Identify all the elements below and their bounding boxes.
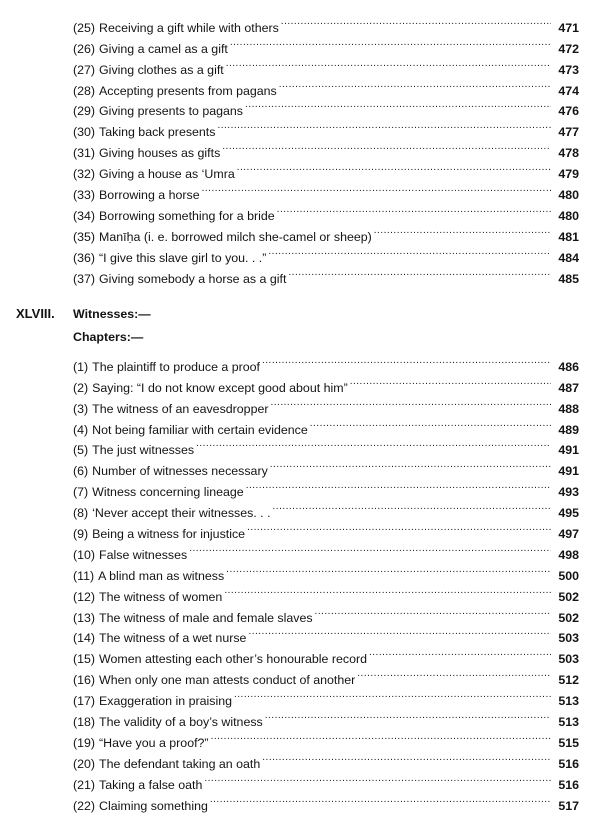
entry-number: (37): [73, 271, 96, 286]
dot-leader: [211, 726, 551, 747]
entry-title: Giving houses as gifts: [99, 146, 221, 161]
dot-leader: [230, 32, 551, 53]
entry-number: (36): [73, 250, 96, 265]
entry-number: (18): [73, 715, 96, 730]
entry-title: Taking back presents: [99, 125, 216, 140]
dot-leader: [273, 496, 551, 517]
entry-title: Giving clothes as a gift: [99, 62, 224, 77]
entry-page: 503: [558, 631, 579, 646]
dot-leader: [350, 371, 551, 392]
entry-number: (35): [73, 229, 96, 244]
entry-title: Taking a false oath: [99, 777, 203, 792]
entry-page: 484: [558, 250, 579, 265]
dot-leader: [279, 74, 551, 95]
entry-title: Manīḥa (i. e. borrowed milch she-camel or sheep): [99, 229, 372, 244]
dot-leader: [246, 475, 551, 496]
entry-page: 516: [558, 777, 579, 792]
dot-leader: [262, 350, 551, 371]
entry-number: (26): [73, 41, 96, 56]
entry-title: The witness of male and female slaves: [99, 610, 313, 625]
dot-leader: [237, 157, 551, 178]
entry-page: 481: [558, 229, 579, 244]
entry-title: Not being familiar with certain evidence: [92, 422, 308, 437]
entry-page: 513: [558, 715, 579, 730]
dot-leader: [210, 789, 551, 810]
entry-page: 495: [558, 506, 579, 521]
entry-page: 513: [558, 694, 579, 709]
entry-number: (21): [73, 777, 96, 792]
entry-page: 502: [558, 589, 579, 604]
entry-number: (12): [73, 589, 96, 604]
entry-number: (1): [73, 359, 89, 374]
entry-number: (7): [73, 485, 89, 500]
entry-title: Saying: “I do not know except good about him”: [92, 380, 348, 395]
entry-number: (30): [73, 125, 96, 140]
dot-leader: [217, 115, 551, 136]
entry-title: “I give this slave girl to you. . .”: [99, 250, 267, 265]
entry-page: 488: [558, 401, 579, 416]
entry-title: The plaintiff to produce a proof: [92, 359, 260, 374]
entry-number: (19): [73, 735, 96, 750]
entry-number: (25): [73, 20, 96, 35]
entry-number: (17): [73, 694, 96, 709]
entry-number: (31): [73, 146, 96, 161]
toc-list-witnesses: [73, 350, 579, 813]
entry-page: 487: [558, 380, 579, 395]
entry-page: 474: [558, 83, 579, 98]
entry-title: The just witnesses: [92, 443, 195, 458]
dot-leader: [202, 178, 551, 199]
dot-leader: [248, 622, 551, 643]
entry-title: A blind man as witness: [98, 568, 225, 583]
entry-number: (4): [73, 422, 89, 437]
entry-title: False witnesses: [99, 547, 188, 562]
dot-leader: [265, 705, 551, 726]
entry-number: (10): [73, 547, 96, 562]
entry-page: 497: [558, 527, 579, 542]
entry-page: 479: [558, 167, 579, 182]
entry-number: (32): [73, 167, 96, 182]
dot-leader: [277, 199, 551, 220]
dot-leader: [288, 262, 551, 283]
dot-leader: [374, 220, 551, 241]
section-title: Witnesses:—: [73, 307, 151, 321]
dot-leader: [268, 241, 551, 262]
section-number: XLVIII.: [16, 306, 55, 321]
entry-title: Claiming something: [99, 798, 208, 813]
entry-title: ‘Never accept their witnesses. . .: [92, 506, 271, 521]
entry-page: 476: [558, 104, 579, 119]
dot-leader: [357, 663, 551, 684]
entry-number: (27): [73, 62, 96, 77]
entry-number: (2): [73, 380, 89, 395]
dot-leader: [234, 684, 551, 705]
entry-title: Borrowing something for a bride: [99, 208, 275, 223]
entry-title: “Have you a proof?”: [99, 735, 209, 750]
entry-title: Accepting presents from pagans: [99, 83, 277, 98]
entry-page: 480: [558, 188, 579, 203]
entry-page: 471: [558, 20, 579, 35]
entry-number: (14): [73, 631, 96, 646]
dot-leader: [226, 559, 551, 580]
entry-title: The witness of a wet nurse: [99, 631, 247, 646]
entry-page: 493: [558, 485, 579, 500]
entry-page: 473: [558, 62, 579, 77]
entry-title: Witness concerning lineage: [92, 485, 244, 500]
entry-number: (20): [73, 756, 96, 771]
dot-leader: [369, 642, 551, 663]
dot-leader: [315, 601, 551, 622]
entry-title: Borrowing a horse: [99, 188, 200, 203]
entry-number: (3): [73, 401, 89, 416]
dot-leader: [281, 11, 551, 32]
entry-page: 477: [558, 125, 579, 140]
entry-title: Giving somebody a horse as a gift: [99, 271, 287, 286]
entry-page: 480: [558, 208, 579, 223]
entry-title: Giving a house as ‘Umra: [99, 167, 235, 182]
toc-list-gifts: [73, 11, 579, 286]
toc-entry: [73, 11, 579, 35]
dot-leader: [226, 53, 551, 74]
entry-number: (15): [73, 652, 96, 667]
entry-page: 502: [558, 610, 579, 625]
dot-leader: [270, 454, 551, 475]
entry-page: 515: [558, 735, 579, 750]
entry-page: 503: [558, 652, 579, 667]
entry-number: (29): [73, 104, 96, 119]
entry-number: (34): [73, 208, 96, 223]
entry-title: Number of witnesses necessary: [92, 464, 268, 479]
entry-title: The witness of an eavesdropper: [92, 401, 269, 416]
entry-title: The validity of a boy’s witness: [99, 715, 263, 730]
dot-leader: [270, 392, 551, 413]
entry-page: 486: [558, 359, 579, 374]
entry-title: Giving presents to pagans: [99, 104, 244, 119]
entry-number: (16): [73, 673, 96, 688]
entry-number: (22): [73, 798, 96, 813]
entry-number: (5): [73, 443, 89, 458]
entry-title: When only one man attests conduct of another: [99, 673, 356, 688]
entry-page: 472: [558, 41, 579, 56]
chapters-label: Chapters:—: [73, 330, 144, 344]
entry-title: The defendant taking an oath: [99, 756, 261, 771]
dot-leader: [204, 768, 551, 789]
dot-leader: [222, 136, 551, 157]
entry-number: (13): [73, 610, 96, 625]
entry-page: 498: [558, 547, 579, 562]
entry-page: 512: [558, 673, 579, 688]
entry-title: Giving a camel as a gift: [99, 41, 228, 56]
entry-page: 491: [558, 464, 579, 479]
entry-number: (28): [73, 83, 96, 98]
entry-page: 489: [558, 422, 579, 437]
entry-title: Exaggeration in praising: [99, 694, 232, 709]
entry-number: (9): [73, 527, 89, 542]
entry-number: (33): [73, 188, 96, 203]
dot-leader: [247, 517, 551, 538]
entry-page: 500: [558, 568, 579, 583]
entry-page: 491: [558, 443, 579, 458]
dot-leader: [189, 538, 551, 559]
entry-page: 485: [558, 271, 579, 286]
entry-page: 516: [558, 756, 579, 771]
dot-leader: [224, 580, 551, 601]
entry-title: Receiving a gift while with others: [99, 20, 279, 35]
dot-leader: [310, 413, 551, 434]
dot-leader: [262, 747, 551, 768]
entry-number: (6): [73, 464, 89, 479]
toc-entry: [73, 350, 579, 374]
dot-leader: [196, 434, 551, 455]
entry-title: Being a witness for injustice: [92, 527, 246, 542]
entry-number: (8): [73, 506, 89, 521]
entry-title: Women attesting each other’s honourable record: [99, 652, 367, 667]
entry-page: 517: [558, 798, 579, 813]
entry-title: The witness of women: [99, 589, 223, 604]
dot-leader: [245, 95, 551, 116]
entry-page: 478: [558, 146, 579, 161]
section-heading: [16, 306, 576, 321]
entry-number: (11): [73, 568, 95, 583]
